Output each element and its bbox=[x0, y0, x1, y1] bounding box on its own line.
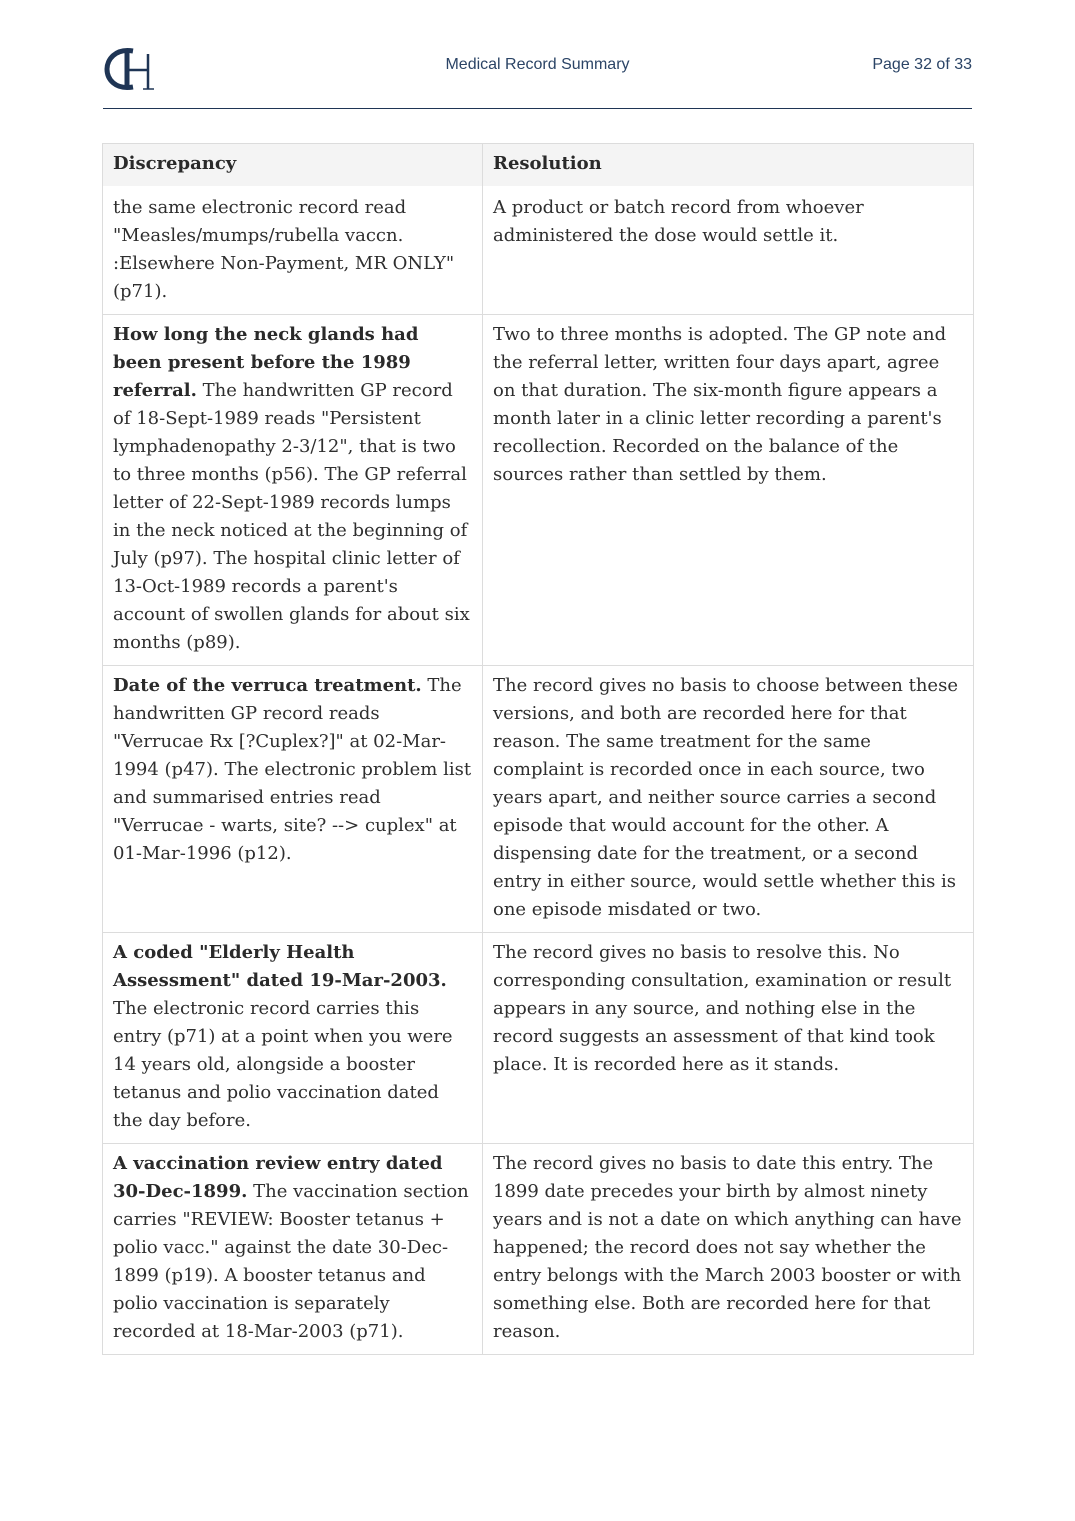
discrepancy-cell bbox=[103, 1144, 483, 1355]
table-row bbox=[103, 315, 974, 666]
table-header-row bbox=[103, 144, 974, 187]
discrepancy-text: The vaccination section carries "REVIEW: Booster tetanus + polio vacc." against the date 30-Dec-1899 (p19). A booster tetanus and polio vaccination is separately recorded at 18-Mar-2003 (p71). bbox=[113, 1181, 469, 1342]
discrepancy-text: The handwritten GP record of 18-Sept-1989 reads "Persistent lymphadenopathy 2-3/12", that is two to three months (p56). The GP referral letter of 22-Sept-1989 records lumps in the neck noticed at the beginning of July (p97). The hospital clinic letter of 13-Oct-1989 records a parent's account of swollen glands for about six months (p89). bbox=[113, 380, 470, 653]
table-row bbox=[103, 933, 974, 1144]
resolution-cell: Two to three months is adopted. The GP note and the referral letter, written four days apart, agree on that duration. The six-month figure appears a month later in a clinic letter recording a parent's recollection. Recorded on the balance of the sources rather than settled by them. bbox=[483, 315, 974, 666]
document-title: Medical Record Summary bbox=[445, 56, 630, 73]
discrepancy-cell bbox=[103, 186, 483, 315]
discrepancy-text: The handwritten GP record reads "Verrucae Rx [?Cuplex?]" at 02-Mar-1994 (p47). The electronic problem list and summarised entries read "Verrucae - warts, site? --> cuplex" at 01-Mar-1996 (p12). bbox=[113, 675, 472, 864]
page-number: Page 32 of 33 bbox=[872, 56, 972, 73]
discrepancy-heading: How long the neck glands had been present before the 1989 referral. bbox=[113, 324, 419, 401]
discrepancy-heading: Date of the verruca treatment. bbox=[113, 675, 422, 696]
discrepancy-text: The electronic record carries this entry (p71) at a point when you were 14 years old, alongside a booster tetanus and polio vaccination dated the day before. bbox=[113, 998, 453, 1131]
discrepancy-cell bbox=[103, 315, 483, 666]
resolution-cell: A product or batch record from whoever administered the dose would settle it. bbox=[483, 186, 974, 315]
discrepancy-heading: A coded "Elderly Health Assessment" dated 19-Mar-2003. bbox=[113, 942, 447, 991]
discrepancy-text: the same electronic record read "Measles/mumps/rubella vaccn. :Elsewhere Non-Payment, MR ONLY" (p71). bbox=[113, 197, 455, 302]
column-header-discrepancy: Discrepancy bbox=[103, 144, 483, 187]
table-row bbox=[103, 666, 974, 933]
resolution-cell: The record gives no basis to date this entry. The 1899 date precedes your birth by almost ninety years and is not a date on which anything can have happened; the record does not say whether the entry belongs with the March 2003 booster or with something else. Both are recorded here for that reason. bbox=[483, 1144, 974, 1355]
resolution-cell: The record gives no basis to choose between these versions, and both are recorded here for that reason. The same treatment for the same complaint is recorded once in each source, two years apart, and neither source carries a second episode that would account for the other. A dispensing date for the treatment, or a second entry in either source, would settle whether this is one episode misdated or two. bbox=[483, 666, 974, 933]
discrepancy-heading: A vaccination review entry dated 30-Dec-1899. bbox=[113, 1153, 443, 1202]
column-header-resolution: Resolution bbox=[483, 144, 974, 187]
discrepancy-cell bbox=[103, 666, 483, 933]
discrepancy-table bbox=[102, 143, 974, 1355]
page-header bbox=[103, 0, 972, 109]
discrepancy-cell bbox=[103, 933, 483, 1144]
table-row bbox=[103, 1144, 974, 1355]
table-row bbox=[103, 186, 974, 315]
resolution-cell: The record gives no basis to resolve this. No corresponding consultation, examination or result appears in any source, and nothing else in the record suggests an assessment of that kind took place. It is recorded here as it stands. bbox=[483, 933, 974, 1144]
